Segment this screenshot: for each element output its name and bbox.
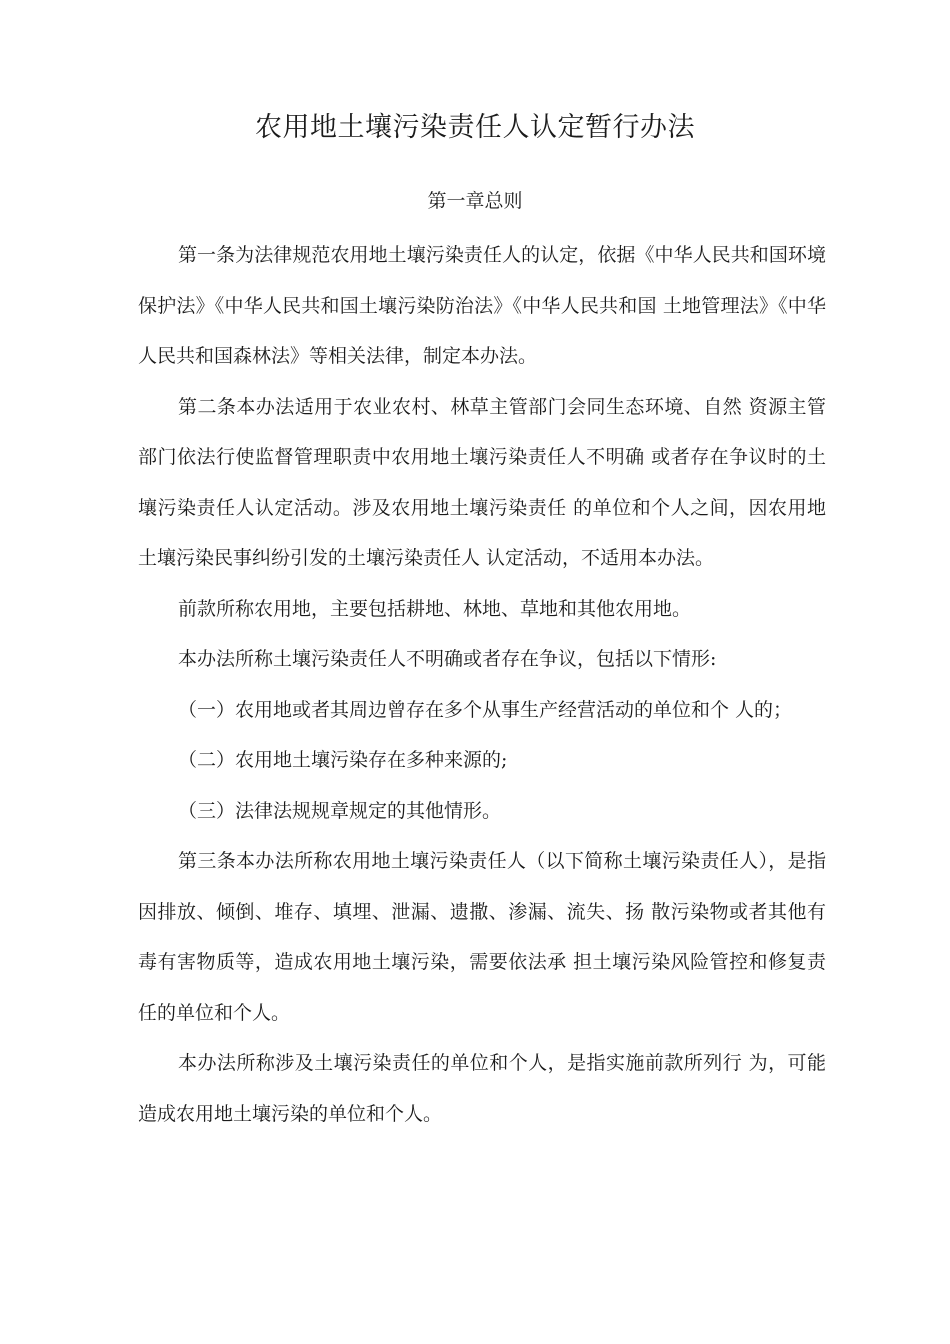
paragraph-case-3: （三）法律法规规章规定的其他情形。 <box>178 799 502 822</box>
paragraph-article-3: 第三条本办法所称农用地土壤污染责任人（以下简称土壤污染责任人），是指因排放、倾倒、堆存、填埋、泄漏、遗撒、渗漏、流失、扬 散污染物或者其他有毒有害物质等，造成农用地土壤污染，需要依法承 担土壤污染风险管控和修复责任的单位和个人。 <box>138 850 826 1024</box>
paragraph-case-1: （一）农用地或者其周边曾存在多个从事生产经营活动的单位和个 人的； <box>178 698 793 721</box>
paragraph-article-2: 第二条本办法适用于农业农村、林草主管部门会同生态环境、自然 资源主管部门依法行使监督管理职责中农用地土壤污染责任人不明确 或者存在争议时的土壤污染责任人认定活动。涉及农用地土壤污染责任 的单位和个人之间，因农用地土壤污染民事纠纷引发的土壤污染责任人 认定活动，不适用本办法。 <box>138 395 826 569</box>
paragraph-case-2: （二）农用地土壤污染存在多种来源的; <box>178 749 508 771</box>
paragraph-farmland-definition: 前款所称农用地，主要包括耕地、林地、草地和其他农用地。 <box>178 597 692 620</box>
paragraph-dispute-cases: 本办法所称土壤污染责任人不明确或者存在争议，包括以下情形: <box>178 648 717 670</box>
document-title: 农用地土壤污染责任人认定暂行办法 <box>255 112 695 143</box>
chapter-title: 第一章总则 <box>427 190 523 212</box>
paragraph-related-parties: 本办法所称涉及土壤污染责任的单位和个人，是指实施前款所列行 为，可能造成农用地土壤污染的单位和个人。 <box>138 1052 826 1125</box>
document-body <box>138 230 826 1139</box>
paragraph-article-1: 第一条为法律规范农用地土壤污染责任人的认定，依据《中华人民共和国环境保护法》《中华人民共和国土壤污染防治法》《中华人民共和国 土地管理法》《中华人民共和国森林法》等相关法律，制定本办法。 <box>138 244 826 367</box>
